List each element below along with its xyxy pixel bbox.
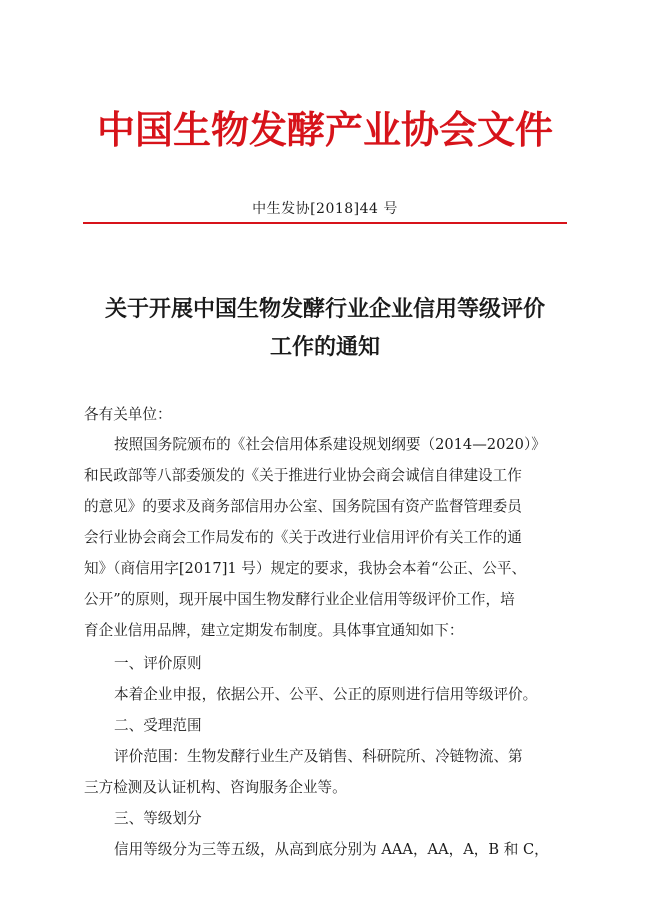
body-paragraph-line: 知》（商信用字[2017]1 号）规定的要求，我协会本着“公正、公平、 xyxy=(84,560,527,577)
notice-title xyxy=(40,291,610,367)
body-paragraph-line: 和民政部等八部委颁发的《关于推进行业协会商会诚信自律建设工作 xyxy=(84,467,522,484)
section-paragraph-line: 评价范围：生物发酵行业生产及销售、科研院所、冷链物流、第 xyxy=(114,748,523,765)
body-paragraph-line: 会行业协会商会工作局发布的《关于改进行业信用评价有关工作的通 xyxy=(84,529,522,546)
red-divider-line xyxy=(83,222,567,224)
notice-title-line-2: 工作的通知 xyxy=(269,335,380,360)
notice-title-line-1: 关于开展中国生物发酵行业企业信用等级评价 xyxy=(104,297,545,322)
letterhead-title: 中国生物发酵产业协会文件 xyxy=(96,107,553,152)
section-paragraph-line: 本着企业申报，依据公开、公平、公正的原则进行信用等级评价。 xyxy=(114,686,538,703)
section-heading: 二、受理范围 xyxy=(114,717,202,734)
body-paragraph-line: 按照国务院颁布的《社会信用体系建设规划纲要（2014—2020）》 xyxy=(114,436,546,453)
salutation: 各有关单位： xyxy=(84,406,172,423)
body-paragraph-line: 公开”的原则，现开展中国生物发酵行业企业信用等级评价工作，培 xyxy=(84,591,515,608)
section-paragraph-line: 信用等级分为三等五级，从高到底分别为 AAA，AA，A，B 和 C， xyxy=(114,841,549,858)
document-number: 中生发协[2018]44 号 xyxy=(252,201,398,217)
section-paragraph-line: 三方检测及认证机构、咨询服务企业等。 xyxy=(84,779,347,796)
body-paragraph-line: 育企业信用品牌，建立定期发布制度。具体事宜通知如下： xyxy=(84,622,464,639)
section-heading: 一、评价原则 xyxy=(114,655,202,672)
body-paragraph-line: 的意见》的要求及商务部信用办公室、国务院国有资产监督管理委员 xyxy=(84,498,522,515)
section-heading: 三、等级划分 xyxy=(114,810,202,827)
